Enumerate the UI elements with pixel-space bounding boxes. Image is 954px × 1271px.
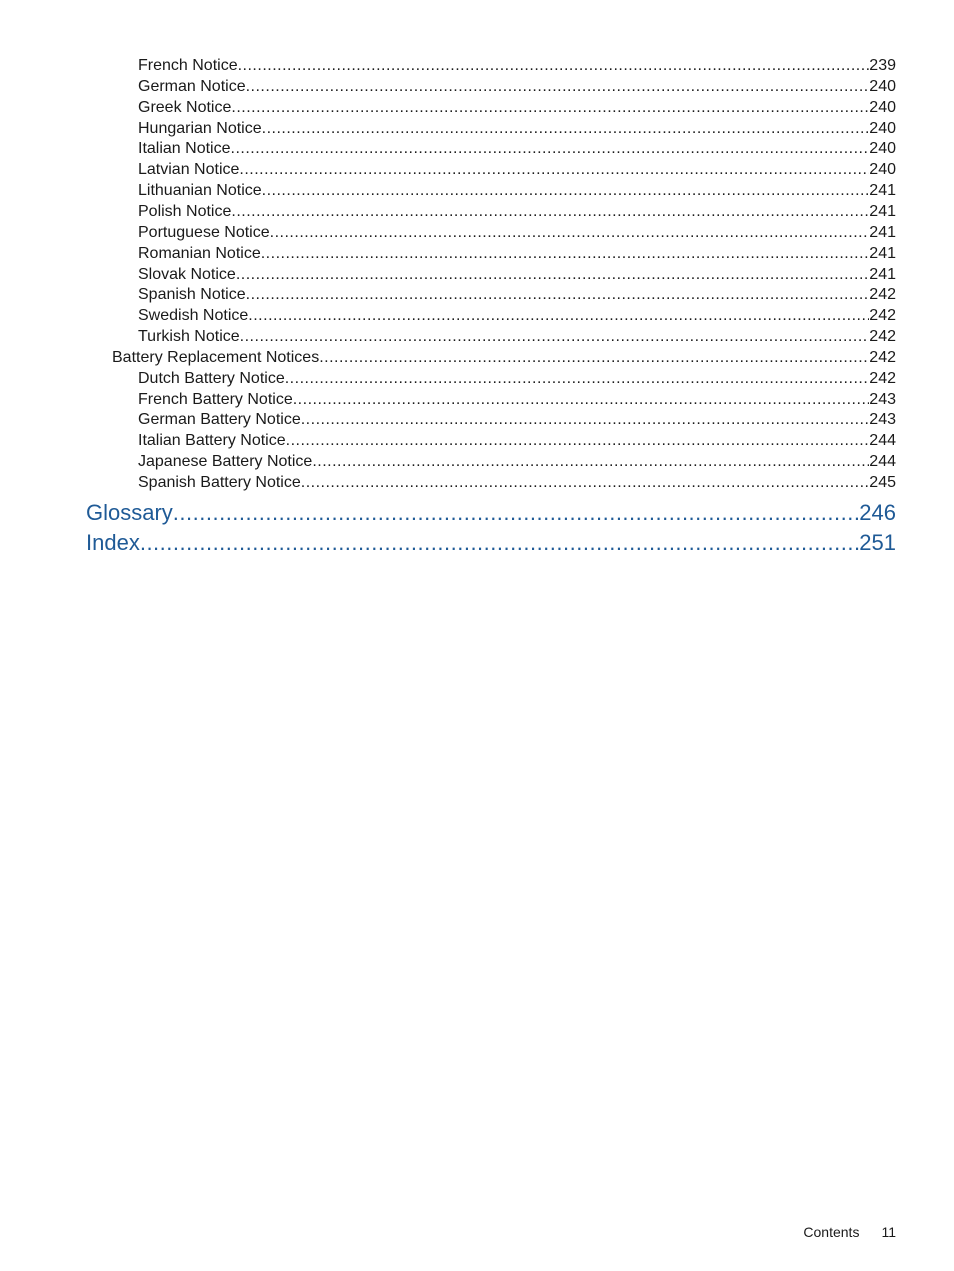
toc-entry[interactable] [138, 222, 896, 243]
toc-entry-page-number: 240 [869, 140, 896, 158]
toc-entry-page-number: 243 [869, 390, 896, 408]
toc-entry-label: Spanish Notice [138, 286, 246, 304]
toc-entry-label: Italian Notice [138, 140, 231, 158]
toc-entry-label: Index [86, 529, 140, 555]
toc-entry-top-level[interactable] [86, 498, 896, 528]
dot-leader [270, 222, 870, 243]
toc-entry-page-number: 241 [869, 223, 896, 241]
toc-entry[interactable] [138, 389, 896, 410]
toc-entry[interactable] [138, 243, 896, 264]
toc-entry-page-number: 242 [869, 286, 896, 304]
dot-leader [240, 326, 870, 347]
toc-entry-page-number: 240 [869, 98, 896, 116]
toc-entry-label: French Battery Notice [138, 390, 293, 408]
toc-entry[interactable] [138, 138, 896, 159]
toc-entry-page-number: 240 [869, 161, 896, 179]
toc-entry-page-number: 246 [859, 499, 896, 525]
dot-leader [261, 243, 870, 264]
toc-entry-page-number: 239 [869, 57, 896, 74]
page-footer [803, 1222, 896, 1242]
toc-entry-label: Turkish Notice [138, 328, 240, 346]
dot-leader [246, 284, 870, 305]
toc-entry-label: Hungarian Notice [138, 119, 262, 137]
toc-entry-label: Polish Notice [138, 202, 232, 220]
toc-entry[interactable] [138, 76, 896, 97]
dot-leader [238, 55, 870, 76]
toc-entry-label: French Notice [138, 57, 238, 74]
dot-leader [301, 409, 870, 430]
toc-entry-page-number: 244 [869, 453, 896, 471]
toc-entry-top-level[interactable] [86, 528, 896, 558]
toc-entry-label: German Battery Notice [138, 411, 301, 429]
toc-entry-page-number: 241 [869, 265, 896, 283]
dot-leader [173, 498, 859, 528]
toc-entry-page-number: 241 [869, 244, 896, 262]
toc-entry-page-number: 245 [869, 474, 896, 491]
dot-leader [231, 97, 869, 118]
dot-leader [248, 305, 869, 326]
toc-entry[interactable] [138, 264, 896, 285]
toc-entry-label: Portuguese Notice [138, 223, 270, 241]
dot-leader [239, 159, 869, 180]
dot-leader [285, 368, 870, 389]
toc-entry[interactable] [138, 409, 896, 430]
dot-leader [262, 180, 870, 201]
toc-entry-label: Glossary [86, 499, 173, 525]
toc-entry-label: Slovak Notice [138, 265, 236, 283]
toc-entry[interactable] [138, 97, 896, 118]
toc-entry-label: Lithuanian Notice [138, 182, 262, 200]
toc-entry-label: Spanish Battery Notice [138, 474, 301, 491]
toc-entry-label: Swedish Notice [138, 307, 249, 325]
toc-entry-page-number: 244 [869, 432, 896, 450]
dot-leader [301, 472, 870, 493]
dot-leader [293, 389, 870, 410]
toc-entry[interactable] [138, 430, 896, 451]
dot-leader [236, 264, 869, 285]
dot-leader [262, 118, 870, 139]
toc-entry[interactable] [138, 118, 896, 139]
toc-entry[interactable] [138, 284, 896, 305]
dot-leader [312, 451, 869, 472]
toc-entry-page-number: 251 [859, 529, 896, 555]
dot-leader [286, 430, 870, 451]
toc-entry-page-number: 243 [869, 411, 896, 429]
toc-entry-page-number: 240 [869, 119, 896, 137]
toc-entry-page-number: 241 [869, 182, 896, 200]
toc-entry-page-number: 242 [869, 348, 896, 366]
dot-leader [140, 528, 859, 558]
toc-entry[interactable] [138, 159, 896, 180]
toc-entry-label: Battery Replacement Notices [112, 348, 320, 366]
dot-leader [231, 201, 869, 222]
toc-entry[interactable] [138, 180, 896, 201]
toc-entry-page-number: 240 [869, 77, 896, 95]
toc-entry-page-number: 242 [869, 328, 896, 346]
toc-entry-label: Latvian Notice [138, 161, 240, 179]
toc-entry-label: Italian Battery Notice [138, 432, 286, 450]
toc-entry-label: Dutch Battery Notice [138, 369, 285, 387]
toc-entry-page-number: 242 [869, 307, 896, 325]
toc-entry-label: German Notice [138, 77, 246, 95]
toc-entry[interactable] [138, 472, 896, 493]
toc-entry-page-number: 241 [869, 202, 896, 220]
dot-leader [319, 347, 869, 368]
toc-entry-label: Romanian Notice [138, 244, 261, 262]
dot-leader [231, 138, 870, 159]
toc-entry[interactable] [138, 326, 896, 347]
footer-section-label: Contents [803, 1224, 860, 1240]
toc-entry[interactable] [138, 201, 896, 222]
toc-entry-label: Japanese Battery Notice [138, 453, 313, 471]
toc-entry-page-number: 242 [869, 369, 896, 387]
toc-entry[interactable] [138, 55, 896, 76]
toc-entry-label: Greek Notice [138, 98, 232, 116]
toc-entry[interactable] [138, 451, 896, 472]
toc-section-entry[interactable] [112, 347, 896, 368]
toc-entry[interactable] [138, 368, 896, 389]
toc-entry[interactable] [138, 305, 896, 326]
dot-leader [246, 76, 870, 97]
footer-page-number: 11 [881, 1224, 896, 1240]
